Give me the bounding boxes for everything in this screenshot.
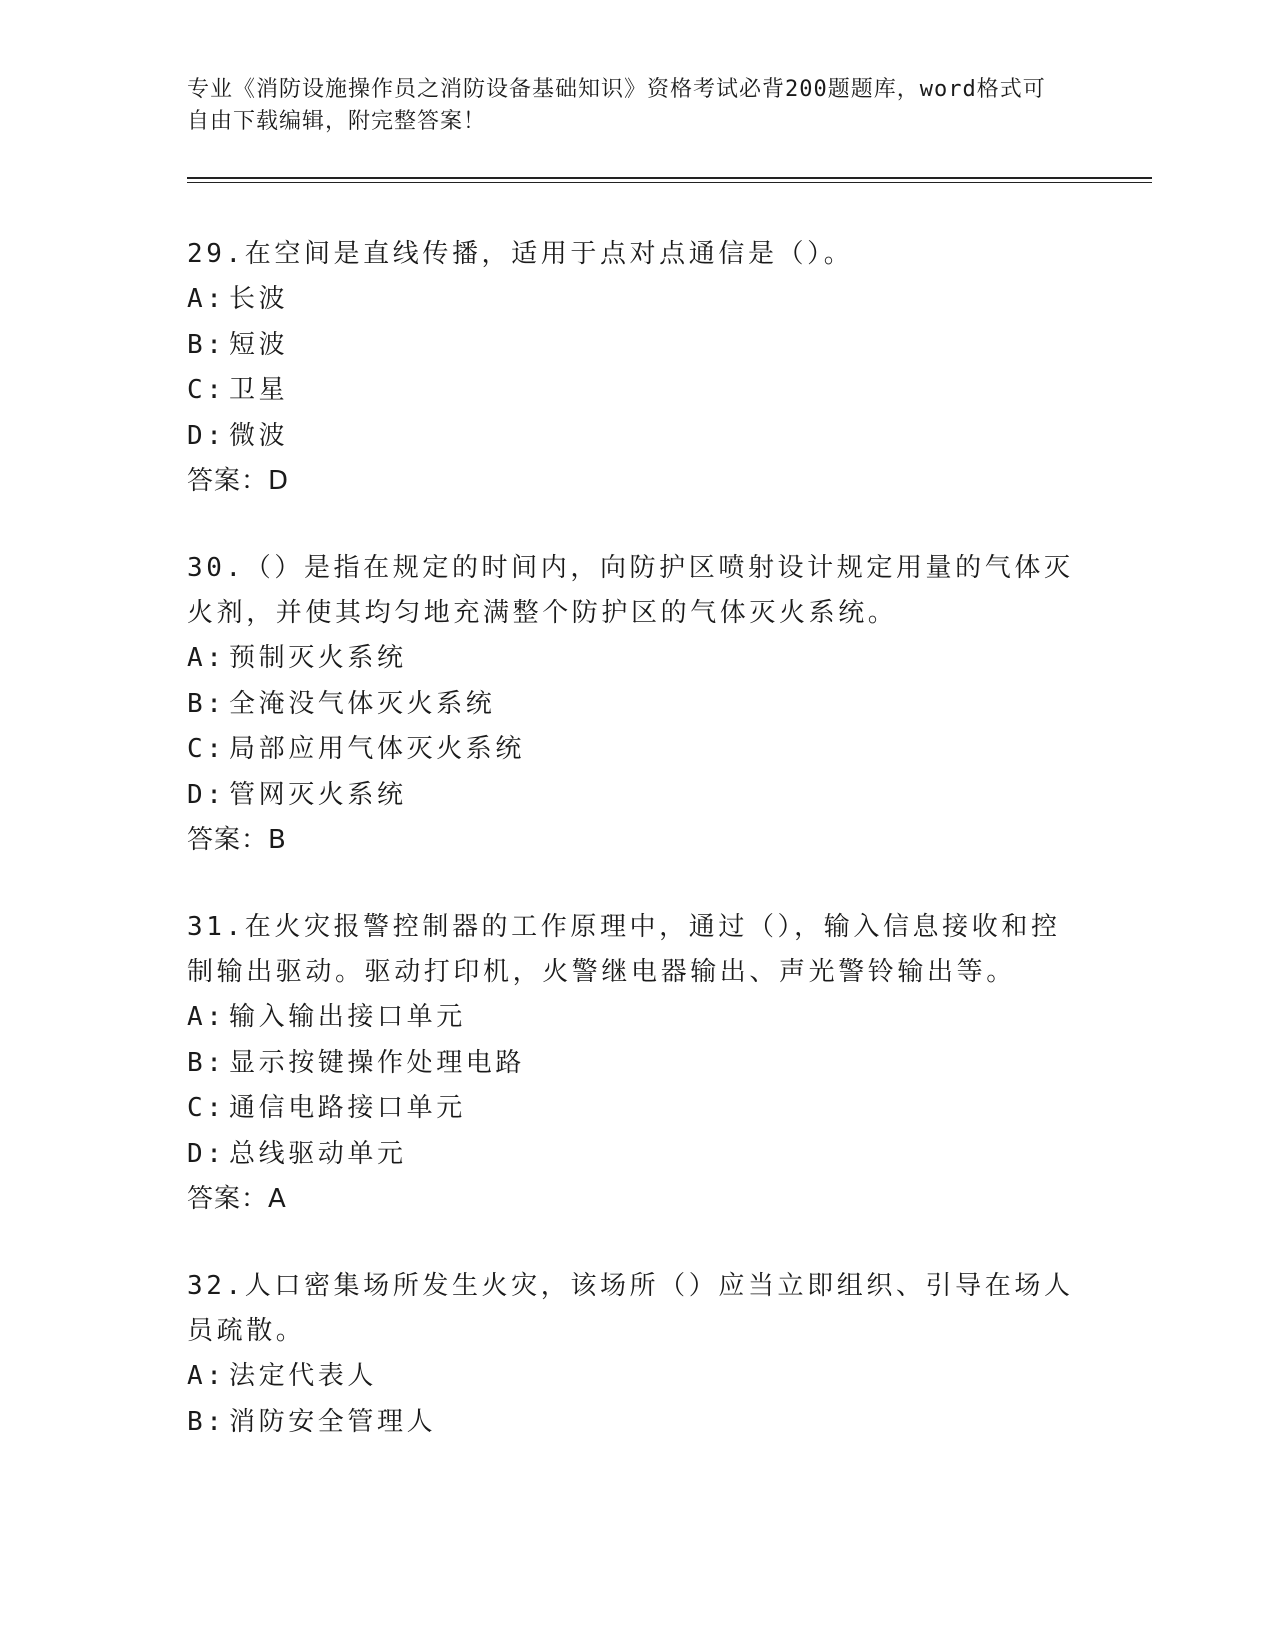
option-b — [187, 1041, 1087, 1087]
answer-label: 答案： — [187, 466, 269, 496]
question-30 — [187, 546, 1087, 863]
answer-value: D — [268, 466, 290, 496]
question-32 — [187, 1264, 1087, 1445]
answer-value: B — [268, 825, 287, 855]
option-letter: A: — [187, 1361, 226, 1391]
option-letter: A: — [187, 284, 226, 314]
option-text: 短波 — [229, 329, 289, 360]
option-d — [187, 1132, 1087, 1178]
option-letter: B: — [187, 1047, 226, 1078]
option-a — [187, 995, 1087, 1041]
option-a — [187, 1354, 1087, 1400]
option-text: 全淹没气体灭火系统 — [229, 688, 496, 719]
option-letter: D: — [187, 1138, 226, 1169]
option-text: 微波 — [229, 420, 289, 451]
option-letter: B: — [187, 1406, 226, 1437]
header-divider-thick — [187, 177, 1152, 179]
answer-value: A — [268, 1184, 287, 1214]
answer-label: 答案： — [187, 825, 269, 855]
option-text: 总线驱动单元 — [229, 1138, 407, 1169]
header-divider-thin — [187, 182, 1152, 183]
option-b — [187, 323, 1087, 369]
option-text: 输入输出接口单元 — [229, 1002, 466, 1032]
option-letter: D: — [187, 779, 226, 810]
option-text: 卫星 — [229, 375, 289, 405]
option-a — [187, 636, 1087, 682]
option-letter: B: — [187, 329, 226, 360]
option-text: 管网灭火系统 — [229, 779, 407, 810]
question-29 — [187, 232, 1087, 504]
option-letter: C: — [187, 1093, 226, 1123]
option-d — [187, 773, 1087, 819]
option-d — [187, 414, 1087, 460]
option-a — [187, 277, 1087, 323]
document-header: 专业《消防设施操作员之消防设备基础知识》资格考试必背200题题库，word格式可自由下载编辑，附完整答案！ — [187, 77, 1046, 134]
option-text: 通信电路接口单元 — [229, 1093, 466, 1123]
option-letter: C: — [187, 375, 226, 405]
option-letter: A: — [187, 1002, 226, 1032]
answer-line — [187, 818, 1087, 863]
option-letter: D: — [187, 420, 226, 451]
answer-line — [187, 459, 1087, 504]
option-c — [187, 368, 1087, 414]
question-list — [187, 232, 1087, 1487]
option-b — [187, 1400, 1087, 1446]
option-text: 局部应用气体灭火系统 — [229, 734, 526, 764]
option-text: 显示按键操作处理电路 — [229, 1047, 526, 1078]
option-c — [187, 727, 1087, 773]
option-letter: C: — [187, 734, 226, 764]
answer-label: 答案： — [187, 1184, 269, 1214]
answer-line — [187, 1177, 1087, 1222]
option-b — [187, 682, 1087, 728]
question-stem: 30.（）是指在规定的时间内，向防护区喷射设计规定用量的气体灭火剂，并使其均匀地充满整个防护区的气体灭火系统。 — [187, 553, 1074, 628]
question-stem: 29.在空间是直线传播，适用于点对点通信是（）。 — [187, 239, 854, 269]
option-letter: B: — [187, 688, 226, 719]
option-letter: A: — [187, 643, 226, 673]
option-text: 消防安全管理人 — [229, 1406, 437, 1437]
option-text: 长波 — [229, 284, 289, 314]
question-stem: 32.人口密集场所发生火灾，该场所（）应当立即组织、引导在场人员疏散。 — [187, 1271, 1074, 1346]
option-text: 预制灭火系统 — [229, 643, 407, 673]
option-c — [187, 1086, 1087, 1132]
question-stem: 31.在火灾报警控制器的工作原理中，通过（），输入信息接收和控制输出驱动。驱动打印机，火警继电器输出、声光警铃输出等。 — [187, 912, 1061, 987]
question-31 — [187, 905, 1087, 1222]
option-text: 法定代表人 — [229, 1361, 378, 1391]
